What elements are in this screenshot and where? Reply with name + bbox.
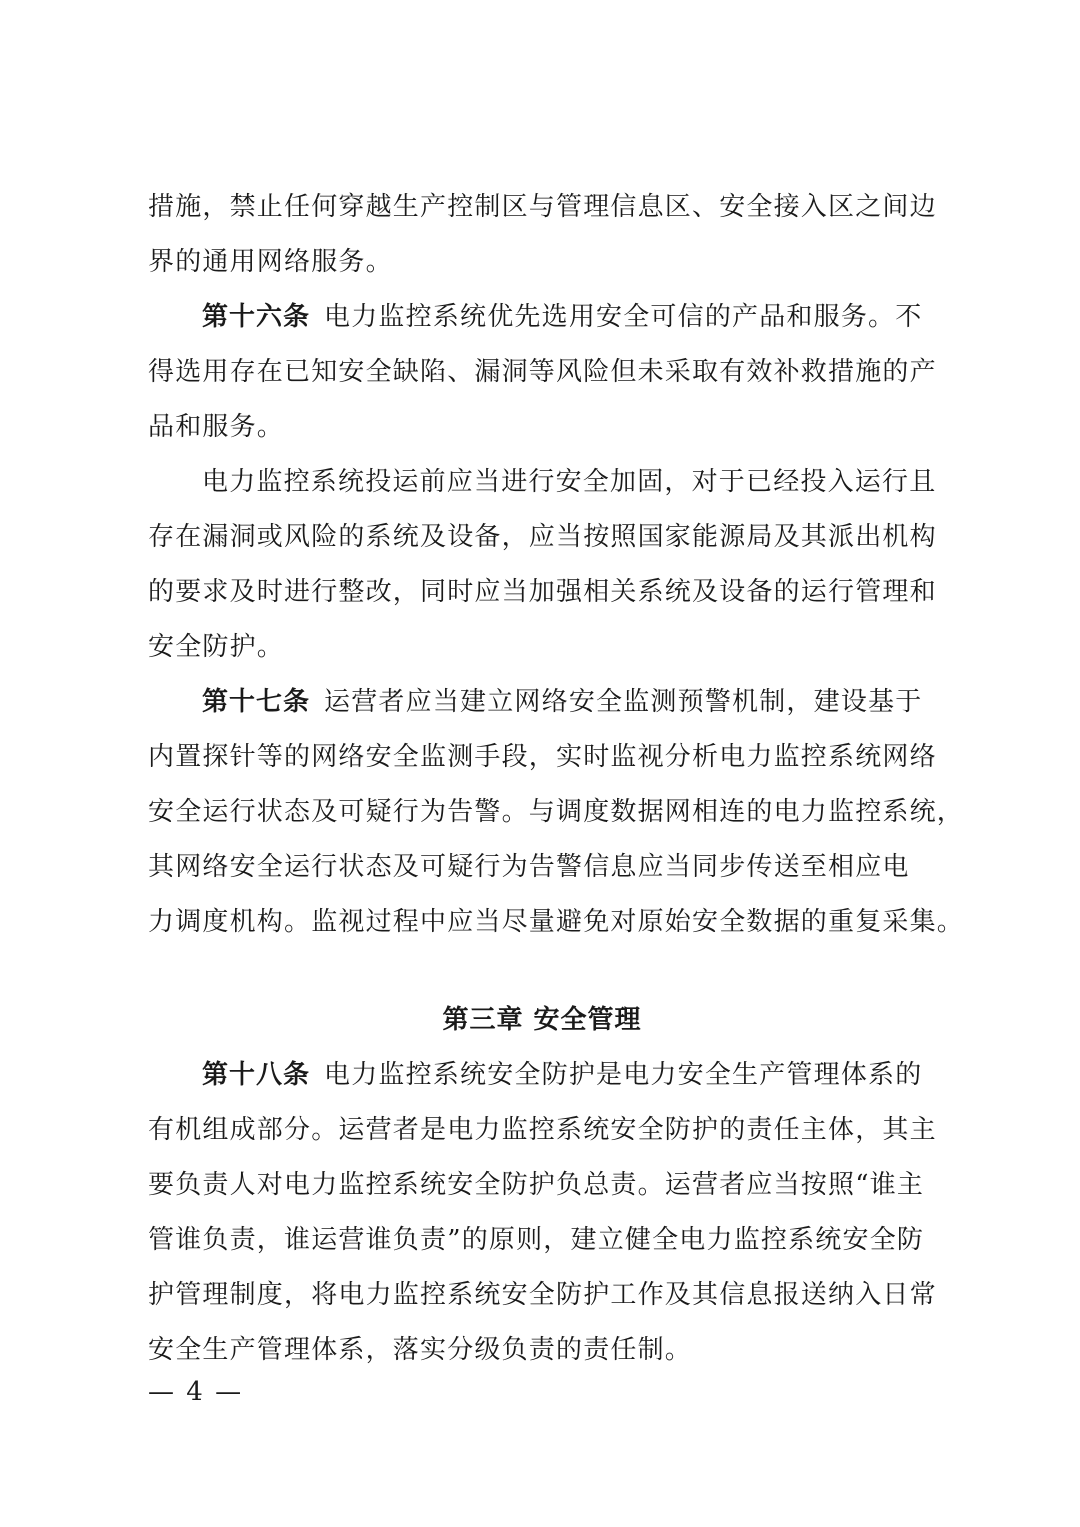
text-line: 界的通用网络服务。 bbox=[148, 247, 393, 277]
text-line: 要负责人对电力监控系统安全防护负总责。运营者应当按照“谁主 bbox=[148, 1170, 925, 1200]
article-label: 第十六条 bbox=[202, 302, 311, 332]
text-line: 的要求及时进行整改，同时应当加强相关系统及设备的运行管理和 bbox=[148, 577, 937, 607]
text-line: 安全运行状态及可疑行为告警。与调度数据网相连的电力监控系统， bbox=[148, 797, 965, 827]
chapter-heading: 第三章 安全管理 bbox=[442, 1005, 642, 1035]
text-line: 运营者应当建立网络安全监测预警机制，建设基于 bbox=[324, 687, 923, 717]
text-line: 护管理制度，将电力监控系统安全防护工作及其信息报送纳入日常 bbox=[148, 1280, 937, 1310]
text-line: 管谁负责，谁运营谁负责”的原则，建立健全电力监控系统安全防 bbox=[148, 1225, 925, 1255]
text-line: 存在漏洞或风险的系统及设备，应当按照国家能源局及其派出机构 bbox=[148, 522, 937, 552]
article-label: 第十八条 bbox=[202, 1060, 311, 1090]
text-line: 安全生产管理体系，落实分级负责的责任制。 bbox=[148, 1335, 693, 1365]
article-16 bbox=[148, 290, 936, 345]
text-line: 得选用存在已知安全缺陷、漏洞等风险但未采取有效补救措施的产 bbox=[148, 357, 937, 387]
text-line: 电力监控系统优先选用安全可信的产品和服务。不 bbox=[324, 302, 923, 332]
text-line: 力调度机构。监视过程中应当尽量避免对原始安全数据的重复采集。 bbox=[148, 907, 965, 937]
text-line: 电力监控系统投运前应当进行安全加固，对于已经投入运行且 bbox=[202, 467, 937, 497]
text-line: 安全防护。 bbox=[148, 632, 285, 662]
text-line: 措施，禁止任何穿越生产控制区与管理信息区、安全接入区之间边 bbox=[148, 192, 937, 222]
text-line: 电力监控系统安全防护是电力安全生产管理体系的 bbox=[324, 1060, 923, 1090]
text-line: 其网络安全运行状态及可疑行为告警信息应当同步传送至相应电 bbox=[148, 852, 910, 882]
text-line: 内置探针等的网络安全监测手段，实时监视分析电力监控系统网络 bbox=[148, 742, 937, 772]
article-label: 第十七条 bbox=[202, 687, 311, 717]
page-number: — 4 — bbox=[148, 1377, 244, 1407]
article-17 bbox=[148, 675, 936, 730]
document-page bbox=[148, 180, 965, 1378]
text-line: 有机组成部分。运营者是电力监控系统安全防护的责任主体，其主 bbox=[148, 1115, 937, 1145]
article-18 bbox=[148, 1048, 936, 1103]
text-line: 品和服务。 bbox=[148, 412, 285, 442]
